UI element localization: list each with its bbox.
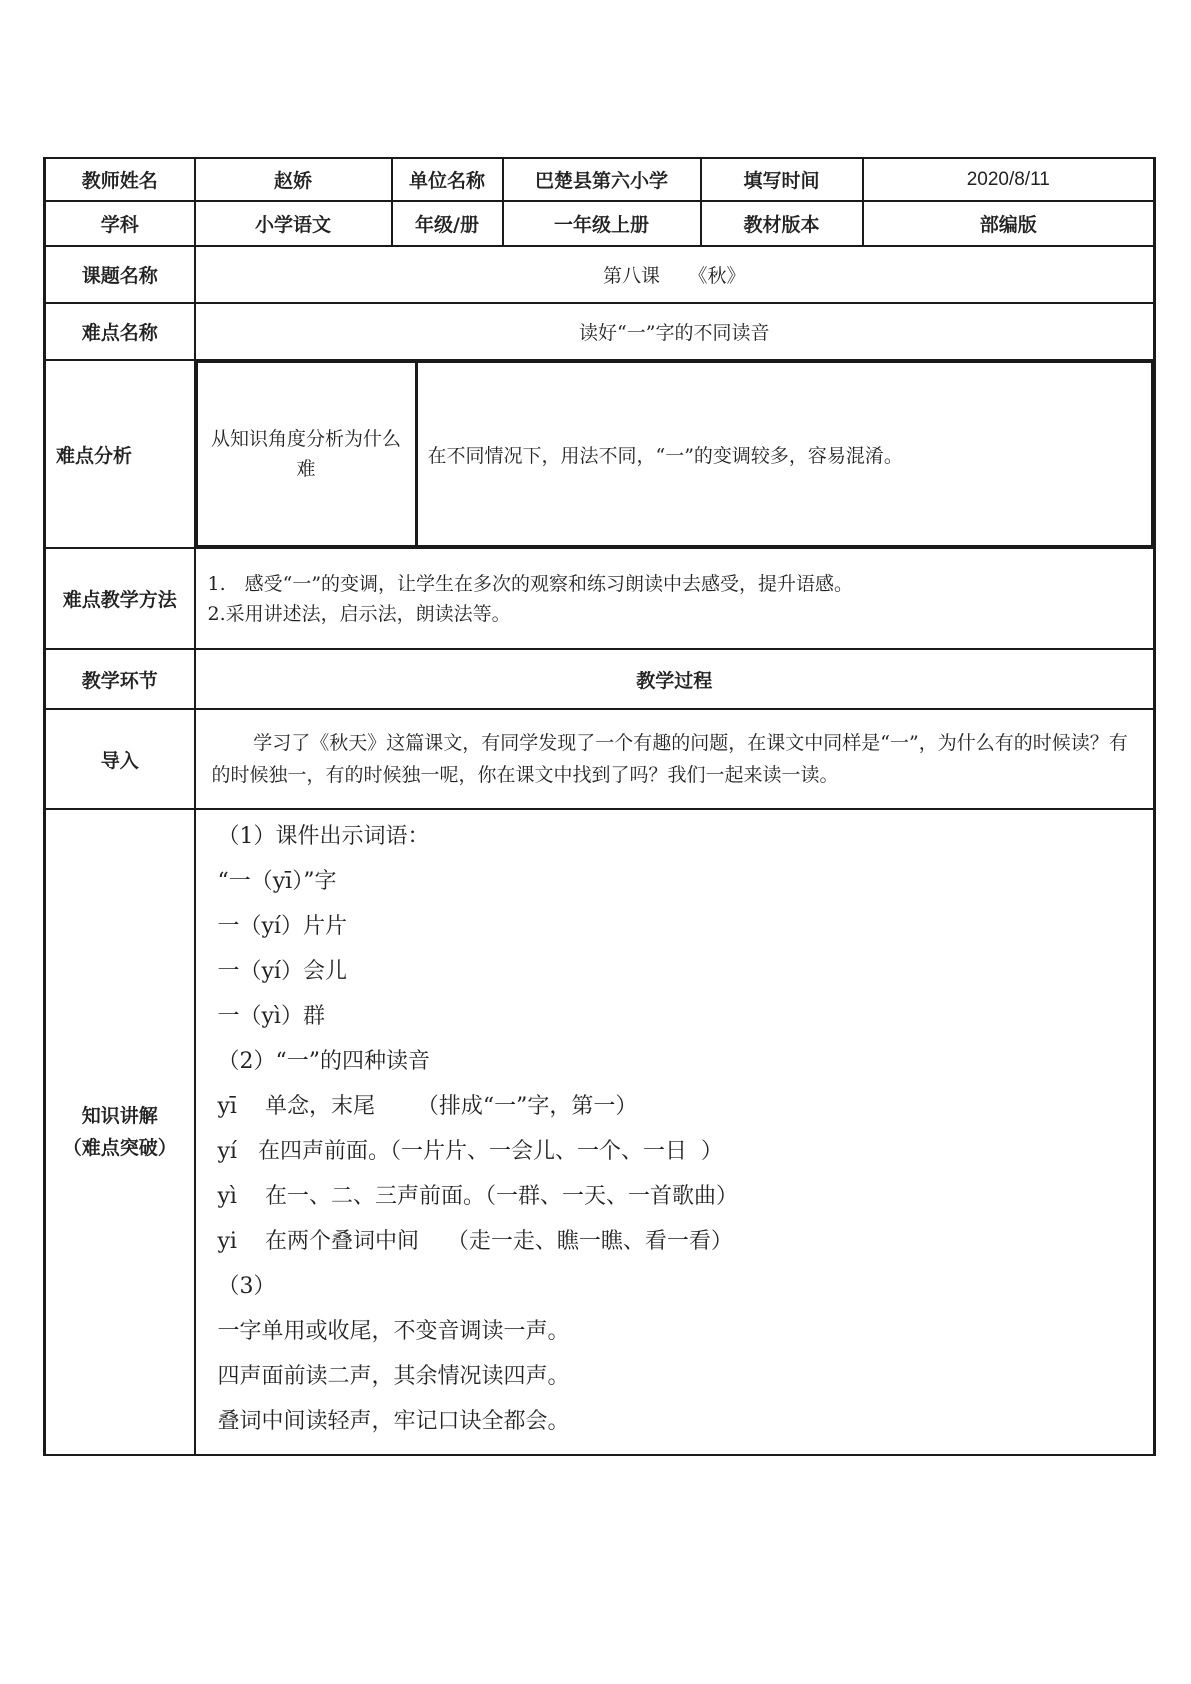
analysis-value: 在不同情况下，用法不同，“一”的变调较多，容易混淆。 <box>416 362 1152 546</box>
topic-row <box>45 246 1155 303</box>
knowledge-line-10: yi 在两个叠词中间 （走一走、瞧一瞧、看一看） <box>217 1229 733 1254</box>
subject-value: 小学语文 <box>195 201 392 246</box>
intro-row <box>45 709 1155 809</box>
analysis-sub-label: 从知识角度分析为什么难 <box>197 362 417 546</box>
knowledge-line-6: （2）“一”的四种读音 <box>217 1049 430 1074</box>
process-value: 教学过程 <box>195 649 1155 709</box>
topic-value: 第八课 《秋》 <box>195 246 1155 303</box>
subject-label: 学科 <box>45 201 195 246</box>
edition-value: 部编版 <box>863 201 1155 246</box>
difficulty-label: 难点名称 <box>45 303 195 360</box>
knowledge-line-9: yì 在一、二、三声前面。（一群、一天、一首歌曲） <box>217 1184 738 1209</box>
lesson-plan-table <box>43 157 1156 1456</box>
method-line-1: 1. 感受“一”的变调，让学生在多次的观察和练习朗读中去感受，提升语感。 <box>207 572 854 595</box>
knowledge-line-7: yī 单念，末尾 （排成“一”字，第一） <box>217 1094 638 1119</box>
teacher-label: 教师姓名 <box>45 158 195 201</box>
method-line-2: 2.采用讲述法，启示法，朗读法等。 <box>207 602 511 625</box>
method-label: 难点教学方法 <box>45 548 195 649</box>
knowledge-line-4: 一（yí）会儿 <box>217 959 347 984</box>
knowledge-label-2: （难点突破） <box>62 1137 177 1159</box>
analysis-row <box>45 360 1155 548</box>
edition-label: 教材版本 <box>701 201 863 246</box>
knowledge-line-13: 四声面前读二声，其余情况读四声。 <box>217 1364 570 1389</box>
info-row-1 <box>45 158 1155 201</box>
date-value: 2020/8/11 <box>863 158 1155 201</box>
knowledge-line-12: 一字单用或收尾，不变音调读一声。 <box>217 1319 570 1344</box>
knowledge-row <box>45 809 1155 1455</box>
knowledge-line-1: （1）课件出示词语： <box>217 824 430 849</box>
knowledge-label <box>45 809 195 1455</box>
teacher-value: 赵娇 <box>195 158 392 201</box>
process-label: 教学环节 <box>45 649 195 709</box>
process-row <box>45 649 1155 709</box>
intro-label: 导入 <box>45 709 195 809</box>
grade-value: 一年级上册 <box>503 201 701 246</box>
lesson-plan-sheet <box>43 157 1153 1456</box>
topic-label: 课题名称 <box>45 246 195 303</box>
knowledge-line-2: “一（yī）”字 <box>217 869 337 894</box>
method-row <box>45 548 1155 649</box>
knowledge-line-14: 叠词中间读轻声，牢记口诀全都会。 <box>217 1409 570 1434</box>
knowledge-line-5: 一（yì）群 <box>217 1004 325 1029</box>
difficulty-row <box>45 303 1155 360</box>
knowledge-label-1: 知识讲解 <box>81 1105 158 1127</box>
intro-text: 学习了《秋天》这篇课文，有同学发现了一个有趣的问题，在课文中同样是“一”，为什么有的时候读？有的时候独一，有的时候独一呢，你在课文中找到了吗？我们一起来读一读。 <box>211 732 1128 786</box>
knowledge-line-3: 一（yí）片片 <box>217 914 347 939</box>
knowledge-cell <box>195 809 1155 1455</box>
intro-cell <box>195 709 1155 809</box>
difficulty-value: 读好“一”字的不同读音 <box>195 303 1155 360</box>
analysis-label: 难点分析 <box>45 360 195 548</box>
info-row-2 <box>45 201 1155 246</box>
analysis-cell <box>195 360 1155 548</box>
date-label: 填写时间 <box>701 158 863 201</box>
method-cell <box>195 548 1155 649</box>
grade-label: 年级/册 <box>392 201 503 246</box>
unit-label: 单位名称 <box>392 158 503 201</box>
unit-value: 巴楚县第六小学 <box>503 158 701 201</box>
knowledge-line-8: yí 在四声前面。（一片片、一会儿、一个、一日 ） <box>217 1139 723 1164</box>
knowledge-line-11: （3） <box>217 1274 276 1299</box>
